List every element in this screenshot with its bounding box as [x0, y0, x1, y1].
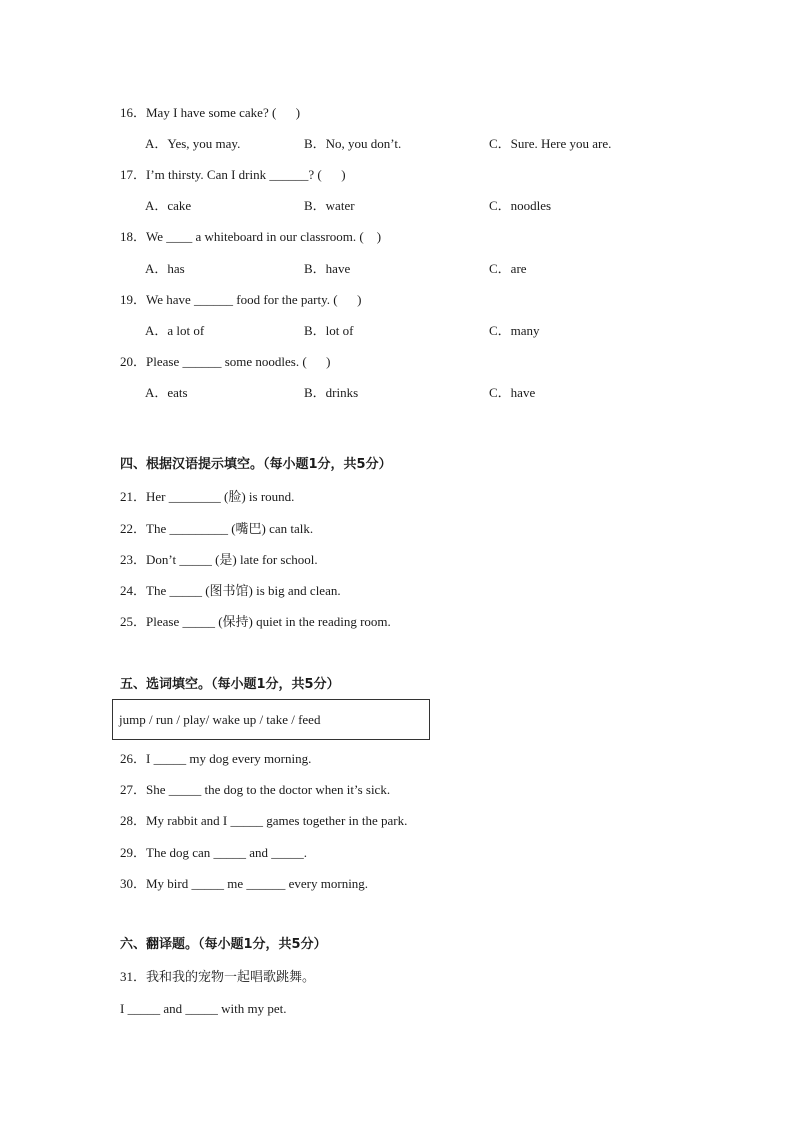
q17-stem: 17．I’m thirsty. Can I drink ______? ( ) [120, 167, 346, 182]
q20-option-a: A．eats [145, 385, 188, 400]
q19-option-c: C．many [489, 323, 540, 338]
q22: 22．The _________ (嘴巴) can talk. [120, 521, 314, 536]
q18-stem: 18．We ____ a whiteboard in our classroom. ( ) [120, 229, 382, 244]
q28: 28．My rabbit and I _____ games together in the park. [120, 813, 408, 828]
q16-stem: 16．May I have some cake? ( ) [120, 105, 301, 120]
word-bank-box [112, 699, 430, 740]
q17-option-a: A．cake [145, 198, 192, 213]
q17-option-b: B．water [304, 198, 355, 213]
q21: 21．Her ________ (脸) is round. [120, 489, 295, 504]
q18-option-b: B．have [304, 261, 351, 276]
q16-option-b: B．No, you don’t. [304, 136, 402, 151]
q18-option-a: A．has [145, 261, 185, 276]
q20-stem: 20．Please ______ some noodles. ( ) [120, 354, 331, 369]
section6-heading: 六、翻译题。（每小题1分，共5分） [120, 937, 327, 952]
q23: 23．Don’t _____ (是) late for school. [120, 552, 318, 567]
q16-option-c: C．Sure. Here you are. [489, 136, 612, 151]
q30: 30．My bird _____ me ______ every morning. [120, 876, 369, 891]
section4-heading: 四、根据汉语提示填空。（每小题1分，共5分） [120, 457, 392, 472]
word-bank-text: jump / run / play/ wake up / take / feed [119, 712, 321, 727]
q18-option-c: C．are [489, 261, 527, 276]
q19-option-a: A．a lot of [145, 323, 205, 338]
q31-english: I _____ and _____ with my pet. [120, 1001, 287, 1016]
q16-option-a: A．Yes, you may. [145, 136, 241, 151]
q26: 26．I _____ my dog every morning. [120, 751, 312, 766]
q31-chinese: 31．我和我的宠物一起唱歌跳舞。 [120, 969, 316, 984]
q20-option-c: C．have [489, 385, 536, 400]
q25: 25．Please _____ (保持) quiet in the reading room. [120, 614, 391, 629]
section5-heading: 五、选词填空。（每小题1分，共5分） [120, 677, 340, 692]
q29: 29．The dog can _____ and _____. [120, 845, 308, 860]
q27: 27．She _____ the dog to the doctor when it’s sick. [120, 782, 391, 797]
q17-option-c: C．noodles [489, 198, 552, 213]
q19-option-b: B．lot of [304, 323, 354, 338]
q19-stem: 19．We have ______ food for the party. ( ) [120, 292, 362, 307]
q20-option-b: B．drinks [304, 385, 359, 400]
q24: 24．The _____ (图书馆) is big and clean. [120, 583, 341, 598]
